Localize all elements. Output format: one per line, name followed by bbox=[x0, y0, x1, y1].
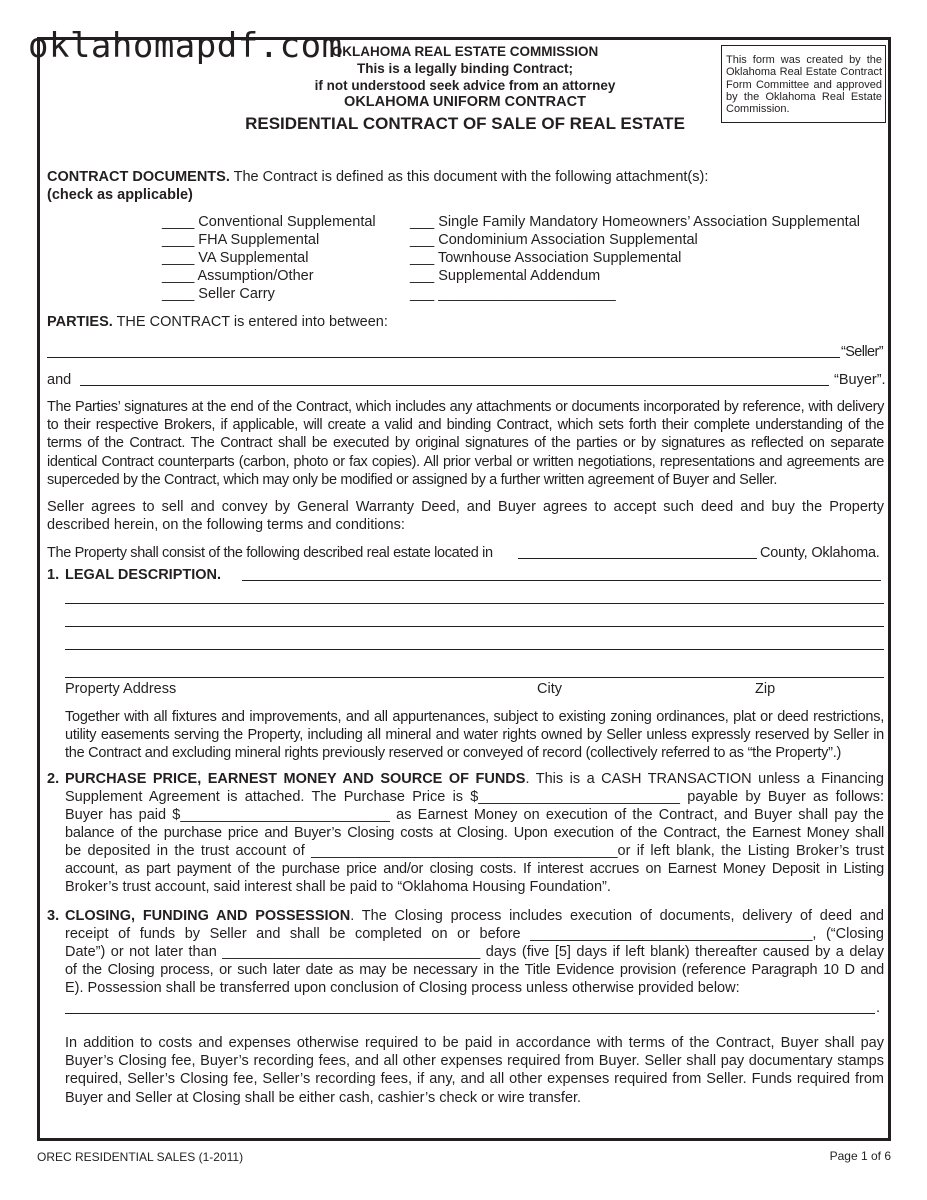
county-after: County, Oklahoma. bbox=[760, 545, 880, 561]
possession-period: . bbox=[876, 1000, 881, 1016]
attachment-townhouse[interactable]: ___ Townhouse Association Supplemental bbox=[410, 250, 682, 266]
page-title: RESIDENTIAL CONTRACT OF SALE OF REAL ESTATE bbox=[245, 114, 685, 133]
attachment-other[interactable]: ___ ______________________ bbox=[410, 286, 616, 302]
watermark: oklahomapdf.com bbox=[28, 26, 343, 66]
section2-body bbox=[65, 788, 884, 896]
county-before: The Property shall consist of the following described real estate located in bbox=[47, 545, 493, 561]
attachment-addendum[interactable]: ___ Supplemental Addendum bbox=[410, 268, 601, 284]
header-attorney: if not understood seek advice from an attorney bbox=[314, 78, 616, 93]
property-address-field[interactable] bbox=[65, 677, 884, 678]
section2-line-6: Broker’s trust account, said interest shall be paid to “Oklahoma Housing Foundation”. bbox=[65, 879, 611, 895]
attachment-fha[interactable]: ____ FHA Supplemental bbox=[162, 232, 320, 248]
attachment-hoa[interactable]: ___ Single Family Mandatory Homeowners’ Association Supplemental bbox=[410, 214, 860, 230]
parties-heading: PARTIES. bbox=[47, 314, 113, 330]
section2-line-5: account, as part payment of the purchase price and/or closing costs. If interest accrues on Earnest Money Deposit in Listing bbox=[65, 861, 884, 877]
section1-heading: LEGAL DESCRIPTION. bbox=[65, 567, 222, 583]
convey-paragraph: Seller agrees to sell and convey by General Warranty Deed, and Buyer agrees to accept such deed and buy the Property described herein, on the following terms and conditions: bbox=[47, 499, 884, 534]
buyer-label: “Buyer”. bbox=[834, 372, 886, 388]
committee-notice: This form was created by the Oklahoma Real Estate Contract Form Committee and approved by the Oklahoma Real Estate Commission. bbox=[721, 45, 886, 123]
section3-body bbox=[65, 925, 884, 997]
parties-text: THE CONTRACT is entered into between: bbox=[116, 314, 388, 330]
parties-line bbox=[47, 313, 388, 331]
section2-heading: PURCHASE PRICE, EARNEST MONEY AND SOURCE OF FUNDS bbox=[65, 771, 526, 787]
section2-line-3: balance of the purchase price and Buyer’s Closing costs at Closing. Upon execution of the Contract, the Earnest Money shall bbox=[65, 825, 884, 841]
header-uniform: OKLAHOMA UNIFORM CONTRACT bbox=[344, 94, 586, 110]
buyer-name-field[interactable] bbox=[80, 385, 829, 386]
footer-form-id: OREC RESIDENTIAL SALES (1-2011) bbox=[37, 1150, 244, 1164]
attachment-condo[interactable]: ___ Condominium Association Supplemental bbox=[410, 232, 698, 248]
section3-line-0: . The Closing process includes execution of documents, delivery of deed and bbox=[350, 908, 884, 924]
fixtures-paragraph: Together with all fixtures and improvements, and all appurtenances, subject to existing zoning ordinances, plat or deed restrictions, utility easements serving the Property, including all mineral and water rights owned by Seller unless expressly reserved by Seller in the Contract and excluding mineral rights previously reserved or conveyed of record (collectively referred to as “the Property”.) bbox=[65, 709, 884, 762]
section3-line-4: E). Possession shall be transferred upon conclusion of Closing process unless otherwise provided below: bbox=[65, 980, 740, 996]
attachments-left-list bbox=[162, 213, 376, 303]
section3-line-3: of the Closing process, or such later date as may be necessary in the Title Evidence provision (reference Paragraph 10 D and bbox=[65, 962, 884, 978]
attachment-assumption[interactable]: ____ Assumption/Other bbox=[162, 268, 314, 284]
section2-line-2: Buyer has paid $__________________________ as Earnest Money on execution of the Contract, and Buyer shall pay the bbox=[65, 807, 884, 823]
legal-description-field-2[interactable] bbox=[65, 603, 884, 604]
seller-name-field[interactable] bbox=[47, 357, 840, 358]
closing-costs-paragraph: In addition to costs and expenses otherwise required to be paid in accordance with terms of the Contract, Buyer shall pay Buyer’s Closing fee, Buyer’s recording fees, and all other expenses required from Buyer. Seller shall pay documentary stamps required, Seller’s Closing fee, Seller’s recording fees, if any, and all other expenses required from Seller. Funds required from Buyer and Seller at Closing shall be either cash, cashier’s check or wire transfer. bbox=[65, 1035, 884, 1106]
header-commission: OKLAHOMA REAL ESTATE COMMISSION bbox=[331, 44, 599, 59]
contract-documents-line bbox=[47, 168, 708, 186]
legal-description-field-3[interactable] bbox=[65, 626, 884, 627]
contract-documents-text: The Contract is defined as this document with the following attachment(s): bbox=[233, 169, 709, 185]
page-number: Page 1 of 6 bbox=[829, 1149, 891, 1163]
section3-line-1: receipt of funds by Seller and shall be completed on or before ___________________________________, (“Closing bbox=[65, 926, 884, 942]
section3-first-line bbox=[65, 907, 884, 925]
section2-line-4: be deposited in the trust account of ______________________________________or if left blank, the Listing Broker’s trust bbox=[65, 843, 884, 859]
check-applicable: (check as applicable) bbox=[47, 187, 193, 203]
section2-first-line bbox=[65, 770, 884, 788]
possession-field[interactable] bbox=[65, 1013, 875, 1014]
section2-number: 2. bbox=[47, 771, 60, 787]
legal-description-field-1[interactable] bbox=[242, 580, 881, 581]
section2-line-0: . This is a CASH TRANSACTION unless a Financing bbox=[525, 771, 884, 787]
section3-line-2: Date”) or not later than ________________________________ days (five [5] days if left blank) thereafter caused by a delay bbox=[65, 944, 884, 960]
section2-line-1: Supplement Agreement is attached. The Purchase Price is $_________________________ payable by Buyer as follows: bbox=[65, 789, 884, 805]
attachment-va[interactable]: ____ VA Supplemental bbox=[162, 250, 309, 266]
and-label: and bbox=[47, 372, 72, 388]
attachment-seller-carry[interactable]: ____ Seller Carry bbox=[162, 286, 275, 302]
zip-label: Zip bbox=[755, 681, 776, 697]
seller-label: “Seller” bbox=[841, 344, 883, 360]
county-field[interactable] bbox=[518, 558, 757, 559]
city-label: City bbox=[537, 681, 562, 697]
header-binding: This is a legally binding Contract; bbox=[356, 61, 574, 76]
contract-documents-heading: CONTRACT DOCUMENTS. bbox=[47, 169, 230, 185]
section3-heading: CLOSING, FUNDING AND POSSESSION bbox=[65, 908, 351, 924]
attachments-right-list bbox=[410, 213, 860, 303]
section1-number: 1. bbox=[47, 567, 60, 583]
section3-number: 3. bbox=[47, 908, 60, 924]
legal-description-field-4[interactable] bbox=[65, 649, 884, 650]
signatures-paragraph: The Parties’ signatures at the end of the Contract, which includes any attachments or documents incorporated by reference, with delivery to their respective Brokers, if applicable, will create a valid and binding Contract, which sets forth their complete understanding of the terms of the Contract. The Contract shall be executed by original signatures of the parties or by signatures as reflected on separate identical Contract counterparts (carbon, photo or fax copies). All prior verbal or written negotiations, representations and agreements are superceded by the Contract, which may only be modified or assigned by a further written agreement of Buyer and Seller. bbox=[47, 399, 884, 488]
property-address-label: Property Address bbox=[65, 681, 177, 697]
attachment-conventional[interactable]: ____ Conventional Supplemental bbox=[162, 214, 376, 230]
